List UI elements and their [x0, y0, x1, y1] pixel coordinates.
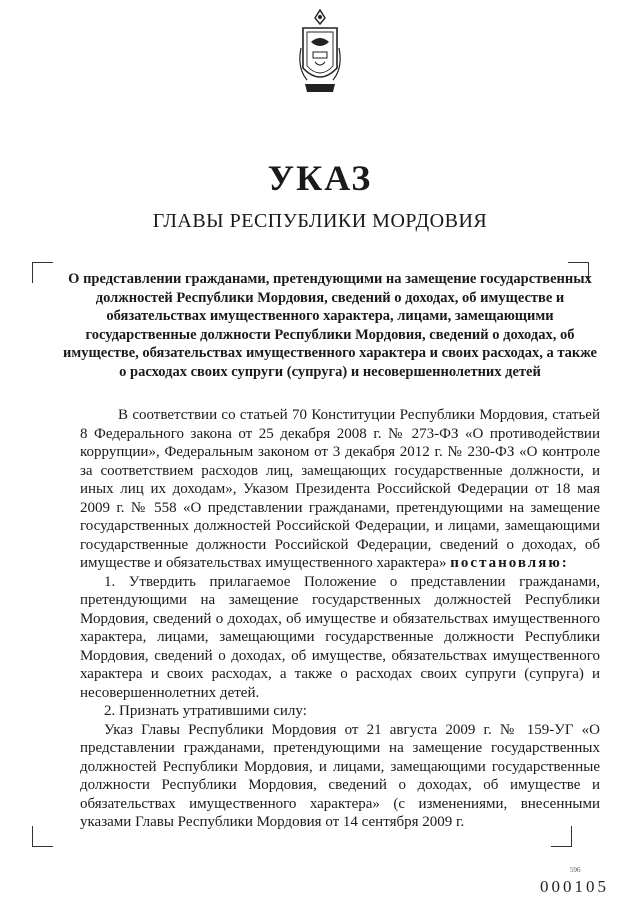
- registration-number: 000105: [540, 877, 609, 896]
- stamp-small-number: 596: [570, 866, 581, 874]
- decree-word: постановляю:: [450, 555, 569, 571]
- page-bracket-bottom-left: [32, 826, 53, 847]
- document-type-heading: УКАЗ: [267, 158, 373, 198]
- document-title: О представлении гражданами, претендующими на замещение государственных должностей Республики Мордовия, сведений о доходах, об имуществе и обязательствах имущественного характера, лицами, замещающими государственные должности Республики Мордовия, сведений о доходах, об имуществе, обязательствах имущественного характера и своих расходах, а также о расходах своих супруги (супруга) и несовершеннолетних детей: [62, 271, 597, 380]
- item-2-text: Указ Главы Республики Мордовия от 21 августа 2009 г. № 159-УГ «О представлении гражданами, претендующими на замещение государственных должностей Республики Мордовия, и лицами, замещающими государственные должности Республики Мордовия, сведений о доходах, об имуществе и обязательствах имущественного характера» (с изменениями, внесенными указами Главы Республики Мордовия от 14 сентября 2009 г.: [80, 721, 600, 830]
- title-bracket-top-left: [32, 262, 53, 283]
- preamble-paragraph: [80, 406, 600, 573]
- page-bracket-bottom-right: [551, 826, 572, 847]
- document-body: [80, 406, 600, 832]
- preamble-text: В соответствии со статьей 70 Конституции Республики Мордовия, статьей 8 Федерального закона от 25 декабря 2008 г. № 273-ФЗ «О противодействии коррупции», Федеральным законом от 3 декабря 2012 г. № 230-ФЗ «О контроле за соответствием расходов лиц, замещающих государственные должности, и иных лиц их доходам», Указом Президента Российской Федерации от 18 мая 2009 г. № 558 «О представлении гражданами, претендующими на замещение государственных должностей Российской Федерации, и лицами, замещающими государственные должности Российской Федерации, сведений о доходах, об имуществе и обязательствах имущественного характера»: [80, 407, 600, 571]
- item-2-heading: 2. Признать утратившими силу:: [104, 703, 307, 719]
- issuer-heading: ГЛАВЫ РЕСПУБЛИКИ МОРДОВИЯ: [152, 210, 488, 232]
- item-1: 1. Утвердить прилагаемое Положение о представлении гражданами, претендующими на замещение государственных должностей Республики Мордовия, сведений о доходах, об имуществе и обязательствах имущественного характера, лицами, замещающими государственные должности Республики Мордовия, сведений о доходах, об имуществе, обязательствах имущественного характера и своих расходах, а также о расходах своих супруги (супруга) и несовершеннолетних детей.: [80, 573, 600, 701]
- coat-of-arms-emblem: [297, 8, 343, 98]
